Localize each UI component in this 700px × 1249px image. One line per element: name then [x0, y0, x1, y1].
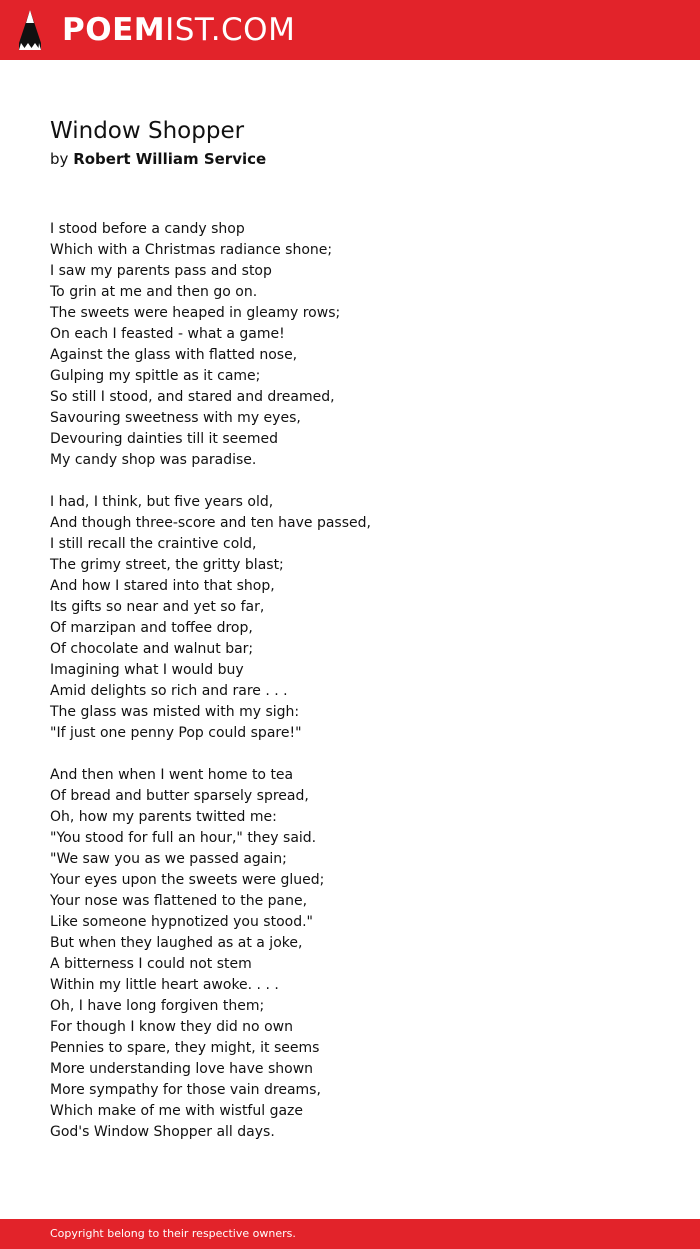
poem-author: Robert William Service	[73, 150, 267, 168]
poem-line: Like someone hypnotized you stood."	[50, 914, 313, 930]
poem-line: Of bread and butter sparsely spread,	[50, 788, 309, 804]
poem-line: So still I stood, and stared and dreamed,	[50, 389, 335, 405]
poem-line: "If just one penny Pop could spare!"	[50, 725, 302, 741]
poem-line: And then when I went home to tea	[50, 767, 294, 783]
poem-line: Oh, how my parents twitted me:	[50, 809, 277, 825]
brand-rest: IST.COM	[165, 12, 296, 48]
poem-line: Which make of me with wistful gaze	[50, 1103, 304, 1119]
by-label: by	[50, 150, 69, 168]
poem-line: And though three-score and ten have passed,	[50, 515, 371, 531]
pencil-tip-icon[interactable]	[18, 9, 42, 51]
copyright-notice: Copyright belong to their respective owners.	[50, 1227, 296, 1240]
poem-line: I saw my parents pass and stop	[50, 263, 272, 279]
poem-line: Of marzipan and toffee drop,	[50, 620, 253, 636]
brand-bold: POEM	[62, 12, 166, 48]
poem-stanza	[50, 219, 650, 471]
poem-line: Within my little heart awoke. . . .	[50, 977, 279, 993]
poem-line: More sympathy for those vain dreams,	[50, 1082, 321, 1098]
poem-line: Savouring sweetness with my eyes,	[50, 410, 301, 426]
poem-line: More understanding love have shown	[50, 1061, 314, 1077]
poem-line: "You stood for full an hour," they said.	[50, 830, 317, 846]
site-logo-text[interactable]	[62, 11, 295, 49]
poem-line: And how I stared into that shop,	[50, 578, 275, 594]
poem-byline	[50, 148, 266, 170]
poem-line: But when they laughed as at a joke,	[50, 935, 303, 951]
poem-line: "We saw you as we passed again;	[50, 851, 287, 867]
poem-title: Window Shopper	[50, 118, 245, 144]
poem-line: I stood before a candy shop	[50, 221, 245, 237]
poem-stanza	[50, 765, 650, 1143]
poem-line: Of chocolate and walnut bar;	[50, 641, 254, 657]
poem-line: The grimy street, the gritty blast;	[50, 557, 284, 573]
poem-body	[50, 219, 650, 1164]
poem-line: A bitterness I could not stem	[50, 956, 252, 972]
site-header	[0, 0, 700, 60]
poem-line: Which with a Christmas radiance shone;	[50, 242, 333, 258]
poem-line: Against the glass with flatted nose,	[50, 347, 298, 363]
poem-line: Amid delights so rich and rare . . .	[50, 683, 288, 699]
poem-line: For though I know they did no own	[50, 1019, 293, 1035]
poem-line: Gulping my spittle as it came;	[50, 368, 261, 384]
poem-line: To grin at me and then go on.	[50, 284, 258, 300]
poem-line: I still recall the craintive cold,	[50, 536, 257, 552]
poem-line: Pennies to spare, they might, it seems	[50, 1040, 320, 1056]
poem-stanza	[50, 492, 650, 744]
poem-line: Oh, I have long forgiven them;	[50, 998, 265, 1014]
poem-line: My candy shop was paradise.	[50, 452, 257, 468]
poem-line: God's Window Shopper all days.	[50, 1124, 275, 1140]
poem-line: I had, I think, but five years old,	[50, 494, 274, 510]
poem-line: Your nose was flattened to the pane,	[50, 893, 308, 909]
poem-line: The sweets were heaped in gleamy rows;	[50, 305, 341, 321]
site-footer	[0, 1219, 700, 1249]
poem-line: Imagining what I would buy	[50, 662, 244, 678]
poem-line: Devouring dainties till it seemed	[50, 431, 279, 447]
poem-line: Its gifts so near and yet so far,	[50, 599, 265, 615]
poem-line: On each I feasted - what a game!	[50, 326, 285, 342]
poem-line: The glass was misted with my sigh:	[50, 704, 300, 720]
poem-line: Your eyes upon the sweets were glued;	[50, 872, 325, 888]
